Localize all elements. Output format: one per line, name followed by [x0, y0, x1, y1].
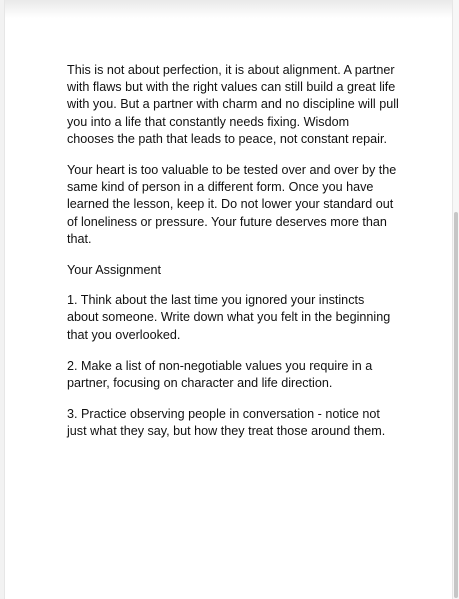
- assignment-item-2: 2. Make a list of non-negotiable values you require in a partner, focusing on character and life direction.: [67, 358, 373, 391]
- assignment-heading: Your Assignment: [67, 263, 162, 278]
- top-shadow: [5, 0, 452, 18]
- assignment-item-3: 3. Practice observing people in conversation - notice not just what they say, but how they treat those around them.: [67, 407, 386, 439]
- assignment-item-1: 1. Think about the last time you ignored your instincts about someone. Write down what you felt in the beginning that you overlooked.: [67, 293, 391, 342]
- paragraph-alignment: This is not about perfection, it is about alignment. A partner with flaws but with the right values can still build a great life with you. But a partner with charm and no discipline will pull you into a life that constantly needs fixing. Wisdom chooses the path that leads to peace, not constant repair.: [67, 63, 399, 146]
- paragraph-heart: Your heart is too valuable to be tested over and over by the same kind of person in a different form. Once you have learned the lesson, keep it. Do not lower your standard out of loneliness or pressure. Your future deserves more than that.: [67, 163, 397, 246]
- scrollbar-thumb[interactable]: [454, 212, 458, 598]
- document-page: [4, 0, 453, 599]
- vertical-scrollbar[interactable]: [453, 0, 459, 599]
- document-body: [67, 62, 399, 455]
